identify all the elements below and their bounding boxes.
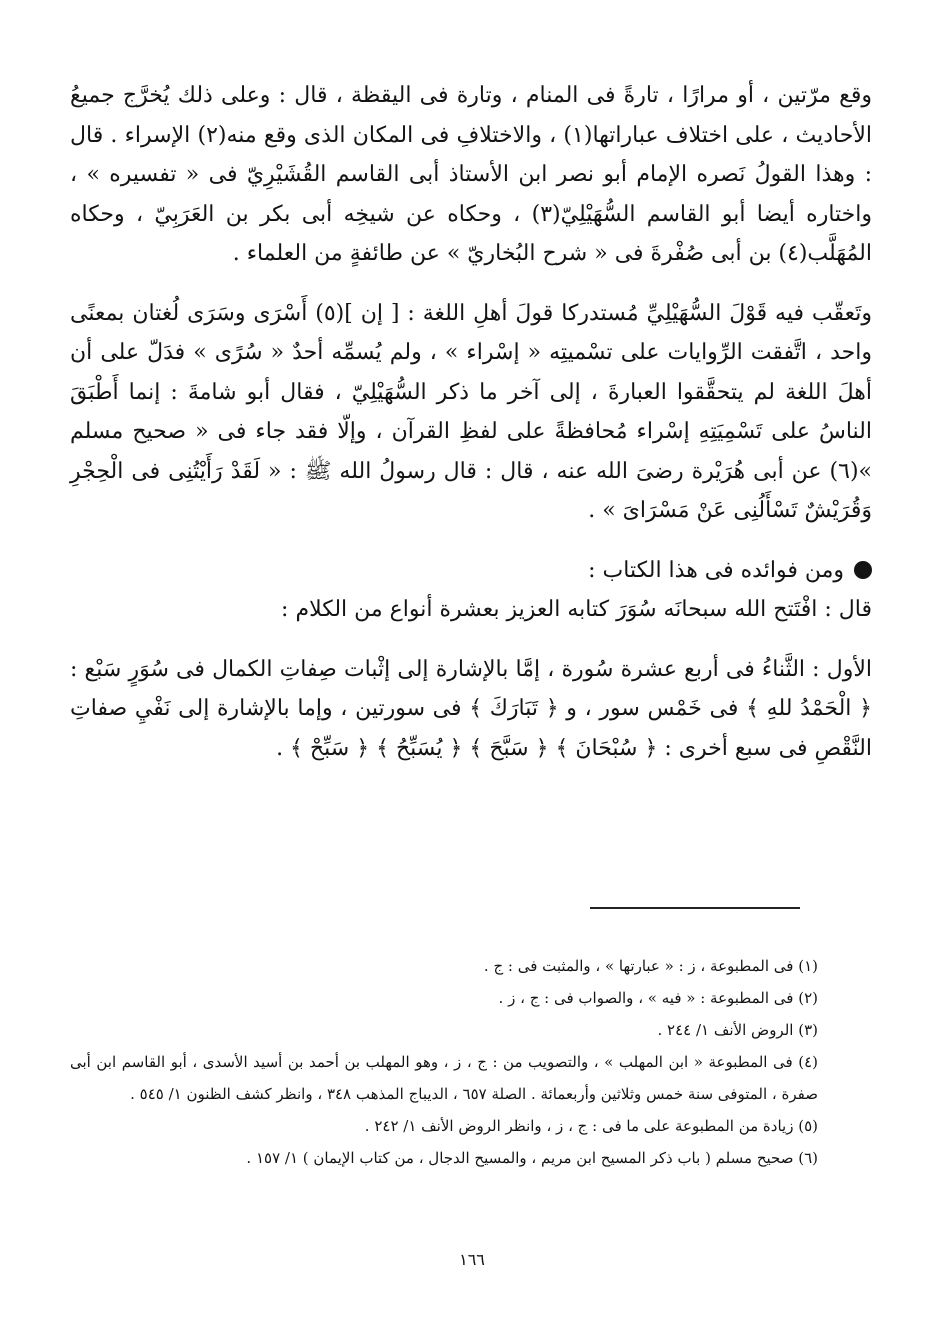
footnote-5: (٥) زيادة من المطبوعة على ما فى : ج ، ز ، وانظر الروض الأنف ١/ ٢٤٢ . bbox=[364, 1117, 818, 1135]
first-type-paragraph: الأول : الثَّناءُ فى أربع عشرة سُورة ، إمَّا بالإشارة إلى إثْبات صِفاتِ الكمال فى سُوَرٍ سَبْع : ﴿ الْحَمْدُ للهِ ﴾ فى خَمْس سور ، و ﴿ تَبَارَكَ ﴾ فى سورتين ، وإما بالإشارة إلى نَفْيِ صفاتِ النَّقْصِ فى سبع أخرى : ﴿ سُبْحَانَ ﴾ ﴿ سَبَّحَ ﴾ ﴿ يُسَبِّحُ ﴾ ﴿ سَبِّحْ ﴾ . bbox=[70, 656, 872, 761]
footnote-1: (١) فى المطبوعة ، ز : « عبارتها » ، والمثبت فى : ج . bbox=[483, 957, 818, 975]
footnote-6: (٦) صحيح مسلم ( باب ذكر المسيح ابن مريم ، والمسيح الدجال ، من كتاب الإيمان ) ١/ ١٥٧ . bbox=[246, 1149, 818, 1167]
footnote-3: (٣) الروض الأنف ١/ ٢٤٤ . bbox=[657, 1021, 818, 1039]
intro-line: قال : افْتَتح الله سبحانَه سُوَرَ كتابه العزيز بعشرة أنواع من الكلام : bbox=[281, 597, 872, 622]
paragraph-1: وقع مرّتين ، أو مرارًا ، تارةً فى المنام ، وتارة فى اليقظة ، قال : وعلى ذلك يُخرَّج جميعُ الأحاديث ، على اختلاف عباراتها(١) ، والاختلافِ فى المكان الذى وقع منه(٢) الإسراء . قال : وهذا القولُ نَصره الإمام أبو نصر ابن الأستاذ أبى القاسم القُشَيْرِيّ فى « تفسيره » ، واختاره أيضا أبو القاسم السُّهَيْلِيّ(٣) ، وحكاه عن شيخِه أبى بكر بن العَرَبِيّ ، وحكاه المُهَلَّب(٤) بن أبى صُفْرةَ فى « شرح البُخاريّ » عن طائفةٍ من العلماء . bbox=[70, 83, 873, 266]
page-number: ١٦٦ bbox=[459, 1250, 485, 1269]
main-text bbox=[70, 76, 872, 768]
footnote-4: (٤) فى المطبوعة « ابن المهلب » ، والتصويب من : ج ، ز ، وهو المهلب بن أحمد بن أسيد الأسدى ، أبو القاسم ابن أبى صفرة ، المتوفى سنة خمس وثلاثين وأربعمائة . الصلة ٦٥٧ ، الديباج المذهب ٣٤٨ ، وانظر كشف الظنون ١/ ٥٤٥ . bbox=[70, 1053, 818, 1103]
bullet-dot-icon bbox=[854, 561, 872, 579]
footnote-separator bbox=[590, 907, 800, 909]
paragraph-2: وتَعقّب فيه قَوْلَ السُّهَيْلِيِّ مُستدركا قولَ أهلِ اللغة : [ إن ](٥) أَسْرَى وسَرَى لُغتان بمعنًى واحد ، اتَّفقت الرِّوايات على تسْميتِه « إسْراء » ، ولم يُسمِّه أحدٌ « سُرًى » فدَلّ على أن أهلَ اللغة لم يتحقَّقوا العبارةَ ، إلى آخر ما ذكر السُّهَيْلِيّ ، فقال أبو شامةَ : إنما أَطْبَقَ الناسُ على تَسْمِيَتِهِ إسْراء مُحافظةً على لفظِ القرآن ، وإلّا فقد جاء فى « صحيح مسلم »(٦) عن أبى هُرَيْرة رضىَ الله عنه ، قال : قال رسولُ الله ﷺ : « لَقَدْ رَأَيْتُنِى فى الْحِجْرِ وَقُرَيْشٌ تَسْأَلُنِى عَنْ مَسْرَاىَ » . bbox=[70, 300, 873, 523]
bullet-heading bbox=[70, 551, 872, 591]
footnotes bbox=[70, 950, 818, 1174]
bullet-heading-text: ومن فوائده فى هذا الكتاب : bbox=[588, 557, 844, 583]
footnote-2: (٢) فى المطبوعة : « فيه » ، والصواب فى : ج ، ز . bbox=[498, 989, 818, 1007]
